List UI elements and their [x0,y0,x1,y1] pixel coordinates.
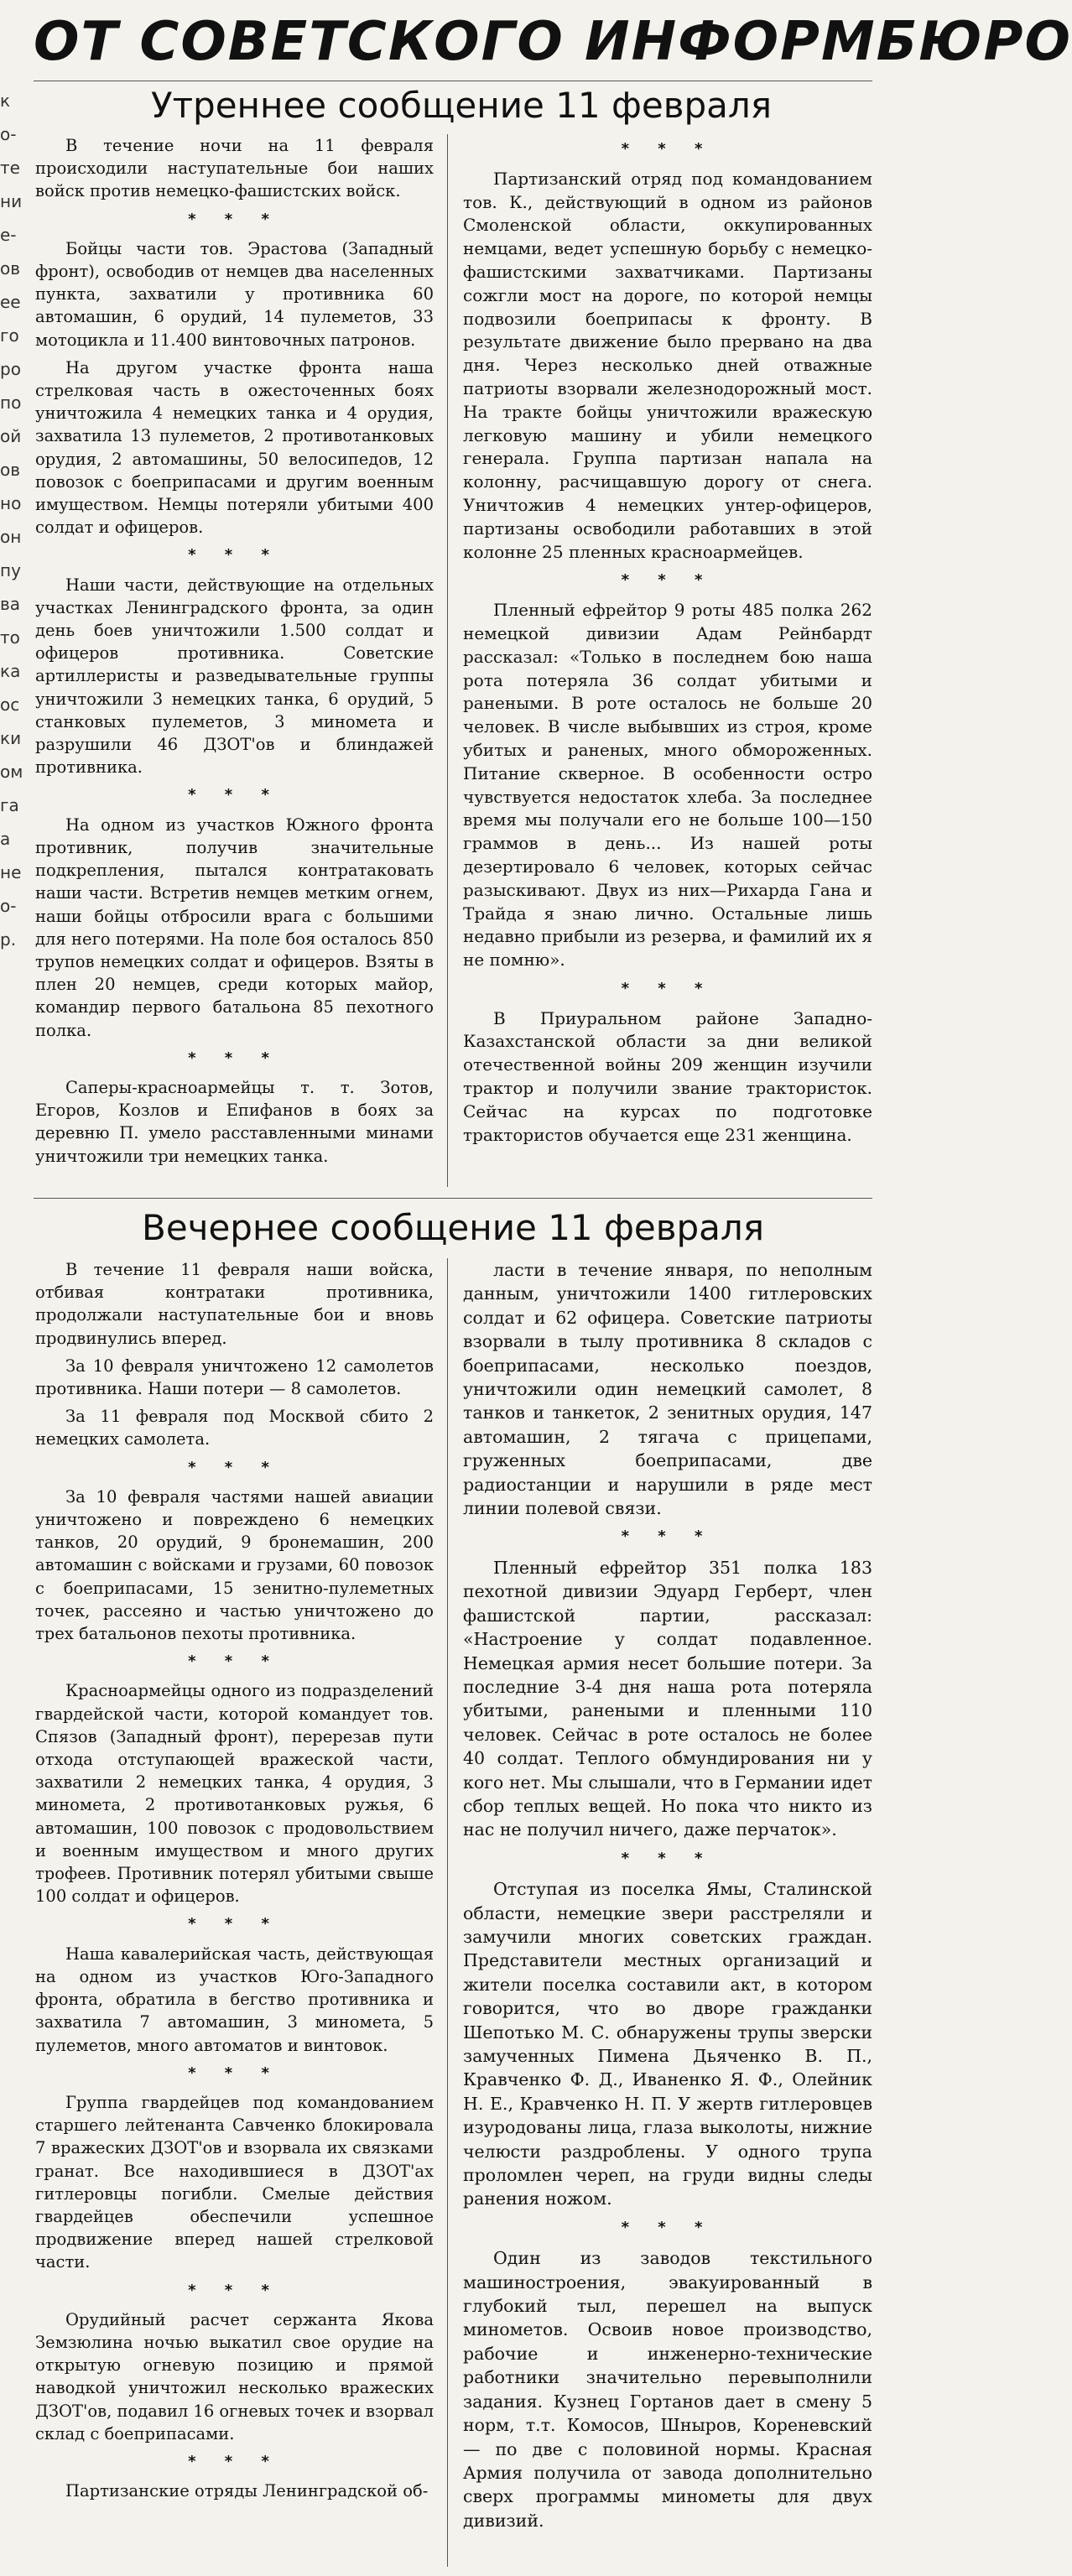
edge-fragment: р. [0,929,17,950]
morning-right-separator: * * * [621,979,715,997]
edge-fragment: те [0,158,20,178]
morning-left-separator: * * * [188,546,281,565]
morning-left-paragraph: Бойцы части тов. Эрастова (Западный фронт), освободив от немцев два населенных пункта, захватили у противника 60 автомашин, 6 орудий, 14 пулеметов, 33 мотоцикла и 11.400 винтовочных патронов. [35,238,434,350]
edge-fragment: ки [0,728,22,748]
edge-fragment: ни [0,191,23,211]
evening-left-separator: * * * [188,2281,281,2299]
evening-right-paragraph: Один из заводов текстильного машиностроения, эвакуированный в глубокий тыл, перешел на выпуск минометов. Освоив новое производство, рабочие и инженерно-технические работники значительно перевыполнили задания. Кузнец Гортанов дает в смену 5 норм, т.т. Комосов, Шныров, Кореневский — по две с половиной нормы. Красная Армия получила от завода дополнительно сверх программы минометы для двух дивизий. [463,2248,872,2531]
evening-left-separator: * * * [188,2063,281,2082]
left-edge-fragments [0,84,23,1392]
edge-fragment: га [0,795,19,815]
edge-fragment: к [0,91,11,111]
edge-fragment: e- [0,225,17,245]
evening-left-paragraph: За 10 февраля уничтожено 12 самолетов противника. Наши потери — 8 самолетов. [35,1356,434,1399]
morning-right-paragraph: Партизанский отряд под командованием тов. К., действующий в одном из районов Смоленской области, оккупированных немцами, ведет успешную борьбу с немецко-фашистскими захватчиками. Партизаны сожгли мост на дороге, по которой немцы подвозили боеприпасы к фронту. В результате движение было прервано на два дня. Через несколько дней отважные патриоты взорвали железнодорожный мост. На тракте бойцы уничтожили вражескую легковую машину и убили немецкого генерала. Группа партизан напала на колонну, расчищавшую дорогу от снега. Уничтожив 4 немецких унтер-офицеров, партизаны освободили работавших в этой колонне 25 пленных красноармейцев. [463,168,872,562]
morning-column-right [463,134,872,1191]
edge-fragment: ро [0,359,21,379]
evening-left-paragraph: Орудийный расчет сержанта Якова Земзюлина ночью выкатил свое орудие на открытую огневую позицию и прямой наводкой уничтожил несколько вражеских ДЗОТ'ов, подавил 16 огневых точек и взорвал склад с боеприпасами. [35,2309,434,2443]
edge-fragment: ее [0,292,21,312]
morning-left-paragraph: В течение ночи на 11 февраля происходили наступательные бои наших войск против немецко-фашистских войск. [35,136,434,201]
evening-heading: Вечернее сообщение 11 февраля [142,1207,764,1248]
evening-left-separator: * * * [188,1458,281,1476]
morning-left-separator: * * * [188,210,281,228]
evening-column-divider [447,1258,448,2567]
morning-column-divider [447,134,448,1187]
evening-left-separator: * * * [188,1652,281,1671]
morning-right-separator: * * * [621,571,715,590]
evening-left-paragraph: За 10 февраля частями нашей авиации уничтожено и повреждено 6 немецких танков, 20 орудий, 9 бронемашин, 200 автомашин с войсками и грузами, 60 повозок с боеприпасами, 15 зенитно-пулеметных точек, рассеяно и частью уничтожено до трех батальонов пехоты противника. [35,1486,434,1644]
edge-fragment: не [0,862,22,882]
evening-right-separator: * * * [621,2218,715,2236]
morning-heading: Утреннее сообщение 11 февраля [150,85,773,126]
evening-left-paragraph: Наша кавалерийская часть, действующая на одном из участков Юго-Западного фронта, обратила в бегство противника и захватила 7 автомашин, 3 миномета, 5 пулеметов, много автоматов и винтовок. [35,1944,434,2055]
edge-fragment: но [0,493,22,513]
morning-left-separator: * * * [188,1049,281,1067]
evening-left-paragraph: В течение 11 февраля наши войска, отбивая контратаки противника, продолжали наступательные бои и вновь продвинулись вперед. [35,1260,434,1348]
evening-left-paragraph: За 11 февраля под Москвой сбито 2 немецких самолета. [35,1407,434,1449]
evening-left-paragraph: Группа гвардейцев под командованием старшего лейтенанта Савченко блокировала 7 вражеских ДЗОТ'ов и взорвала их связками гранат. Все находившиеся в ДЗОТ'ах гитлеровцы погибли. Смелые действия гвардейцев обеспечили успешное продвижение вперед нашей стрелковой части. [35,2092,434,2272]
edge-fragment: пу [0,560,21,580]
evening-left-separator: * * * [188,1915,281,1933]
masthead-title: ОТ СОВЕТСКОГО ИНФОРМБЮРО [34,11,1072,73]
edge-fragment: го [0,325,19,346]
evening-right-separator: * * * [621,1849,715,1867]
evening-left-paragraph: Партизанские отряды Ленинградской об- [65,2481,429,2501]
morning-column-left [35,134,434,1191]
edge-fragment: ом [0,762,23,782]
morning-left-paragraph: На другом участке фронта наша стрелковая часть в ожесточенных боях уничтожила 4 немецких танка и 4 орудия, захватила 13 пулеметов, 2 противотанковых орудия, 2 автомашины, 50 велосипедов, 12 повозок с боеприпасами и другим военным имуществом. Немцы потеряли убитыми 400 солдат и офицеров. [35,357,434,538]
evening-right-paragraph: Пленный ефрейтор 351 полка 183 пехотной дивизии Эдуард Герберт, член фашистской партии, рассказал: «Настроение у солдат подавленное. Немецкая армия несет большие потери. За последние 3-4 дня наша рота потеряла убитыми, ранеными и пленными 110 человек. Сейчас в роте осталось не более 40 солдат. Теплого обмундирования ни у кого нет. Мы слышали, что в Германии идет сбор теплых вещей. Но пока что никто из нас не получил ничего, даже перчаток». [463,1557,872,1840]
morning-left-paragraph: Наши части, действующие на отдельных участках Ленинградского фронта, за один день боев уничтожили 1.500 солдат и офицеров противника. Советские артиллеристы и разведывательные группы уничтожили 3 немецких танка, 6 орудий, 5 станковых пулеметов, 3 миномета и разрушили 46 ДЗОТ'ов и блиндажей противника. [35,575,434,778]
edge-fragment: о- [0,896,17,916]
edge-fragment: ой [0,426,22,446]
edge-fragment: ва [0,594,21,614]
edge-fragment: ов [0,460,21,480]
edge-fragment: о- [0,124,17,144]
edge-fragment: а [0,829,11,849]
evening-column-right [463,1258,872,2567]
edge-fragment: то [0,627,20,648]
evening-right-paragraph: ласти в течение января, по неполным данным, уничтожили 1400 гитлеровских солдат и 62 офицера. Советские патриоты взорвали в тылу противника 8 складов с боеприпасами, несколько поездов, уничтожили один немецкий самолет, 8 танков и танкеток, 2 зенитных орудия, 147 автомашин, 2 тягача с прицепами, груженных боеприпасами, две радиостанции и нарушили в ряде мест линии полевой связи. [463,1260,872,1519]
morning-right-separator: * * * [621,140,715,158]
evening-right-separator: * * * [621,1527,715,1546]
morning-left-paragraph: Саперы-красноармейцы т. т. Зотов, Егоров, Козлов и Епифанов в боях за деревню П. умело расставленными минами уничтожили три немецких танка. [35,1077,434,1166]
section-divider [34,1198,872,1199]
evening-column-left [35,1258,434,2567]
evening-left-paragraph: Красноармейцы одного из подразделений гвардейской части, которой командует тов. Спязов (Западный фронт), перерезав пути отхода отступающей вражеской части, захватили 2 немецких танка, 4 орудия, 3 миномета, 2 противотанковых ружья, 6 автомашин, 100 повозок с продовольствием и военным имуществом и много других трофеев. Противник потерял убитыми свыше 100 солдат и офицеров. [35,1681,434,1907]
edge-fragment: ов [0,258,21,278]
edge-fragment: ос [0,695,20,715]
edge-fragment: ка [0,661,21,681]
morning-left-paragraph: На одном из участков Южного фронта противник, получив значительные подкрепления, пытался контратаковать наши части. Встретив немцев метким огнем, наши бойцы отбросили врага с большими для него потерями. На поле боя осталось 850 трупов немецких солдат и офицеров. Взяты в плен 20 немцев, среди которых майор, командир первого батальона 85 пехотного полка. [35,814,434,1040]
edge-fragment: он [0,527,22,547]
edge-fragment: по [0,393,22,413]
morning-left-separator: * * * [188,786,281,804]
morning-right-paragraph: В Приуральном районе Западно-Казахстанской области за дни великой отечественной войны 209 женщин изучили трактор и получили звание трактористок. Сейчас на курсах по подготовке трактористов обучается еще 231 женщина. [463,1007,872,1145]
evening-left-separator: * * * [188,2452,281,2470]
morning-right-paragraph: Пленный ефрейтор 9 роты 485 полка 262 немецкой дивизии Адам Рейнбардт рассказал: «Только в последнем бою наша рота потеряла 36 солдат убитыми и ранеными. В роте осталось не больше 20 человек. В числе выбывших из строя, кроме убитых и раненых, много обмороженных. Питание скверное. В особенности остро чувствуется недостаток хлеба. За последнее время мы получали его не больше 100—150 граммов в день... Из нашей роты дезертировало 6 человек, которых сейчас разыскивают. Двух из них—Рихарда Гана и Трайда я знаю лично. Остальные лишь недавно прибыли из резерва, и фамилий их я не помню». [463,600,872,971]
evening-right-paragraph: Отступая из поселка Ямы, Сталинской области, немецкие звери расстреляли и замучили многих советских граждан. Представители местных организаций и жители поселка составили акт, в котором говорится, что во дворе гражданки Шепотько М. С. обнаружены трупы зверски замученных Пимена Дьяченко В. П., Кравченко Ф. Д., Иваненко Я. Ф., Олейник Н. Е., Кравченко Н. П. У жертв гитлеровцев изуродованы лица, глаза выколоты, нижние челюсти раздроблены. У одного трупа проломлен череп, на груди видны следы ранения ножом. [463,1879,872,2209]
